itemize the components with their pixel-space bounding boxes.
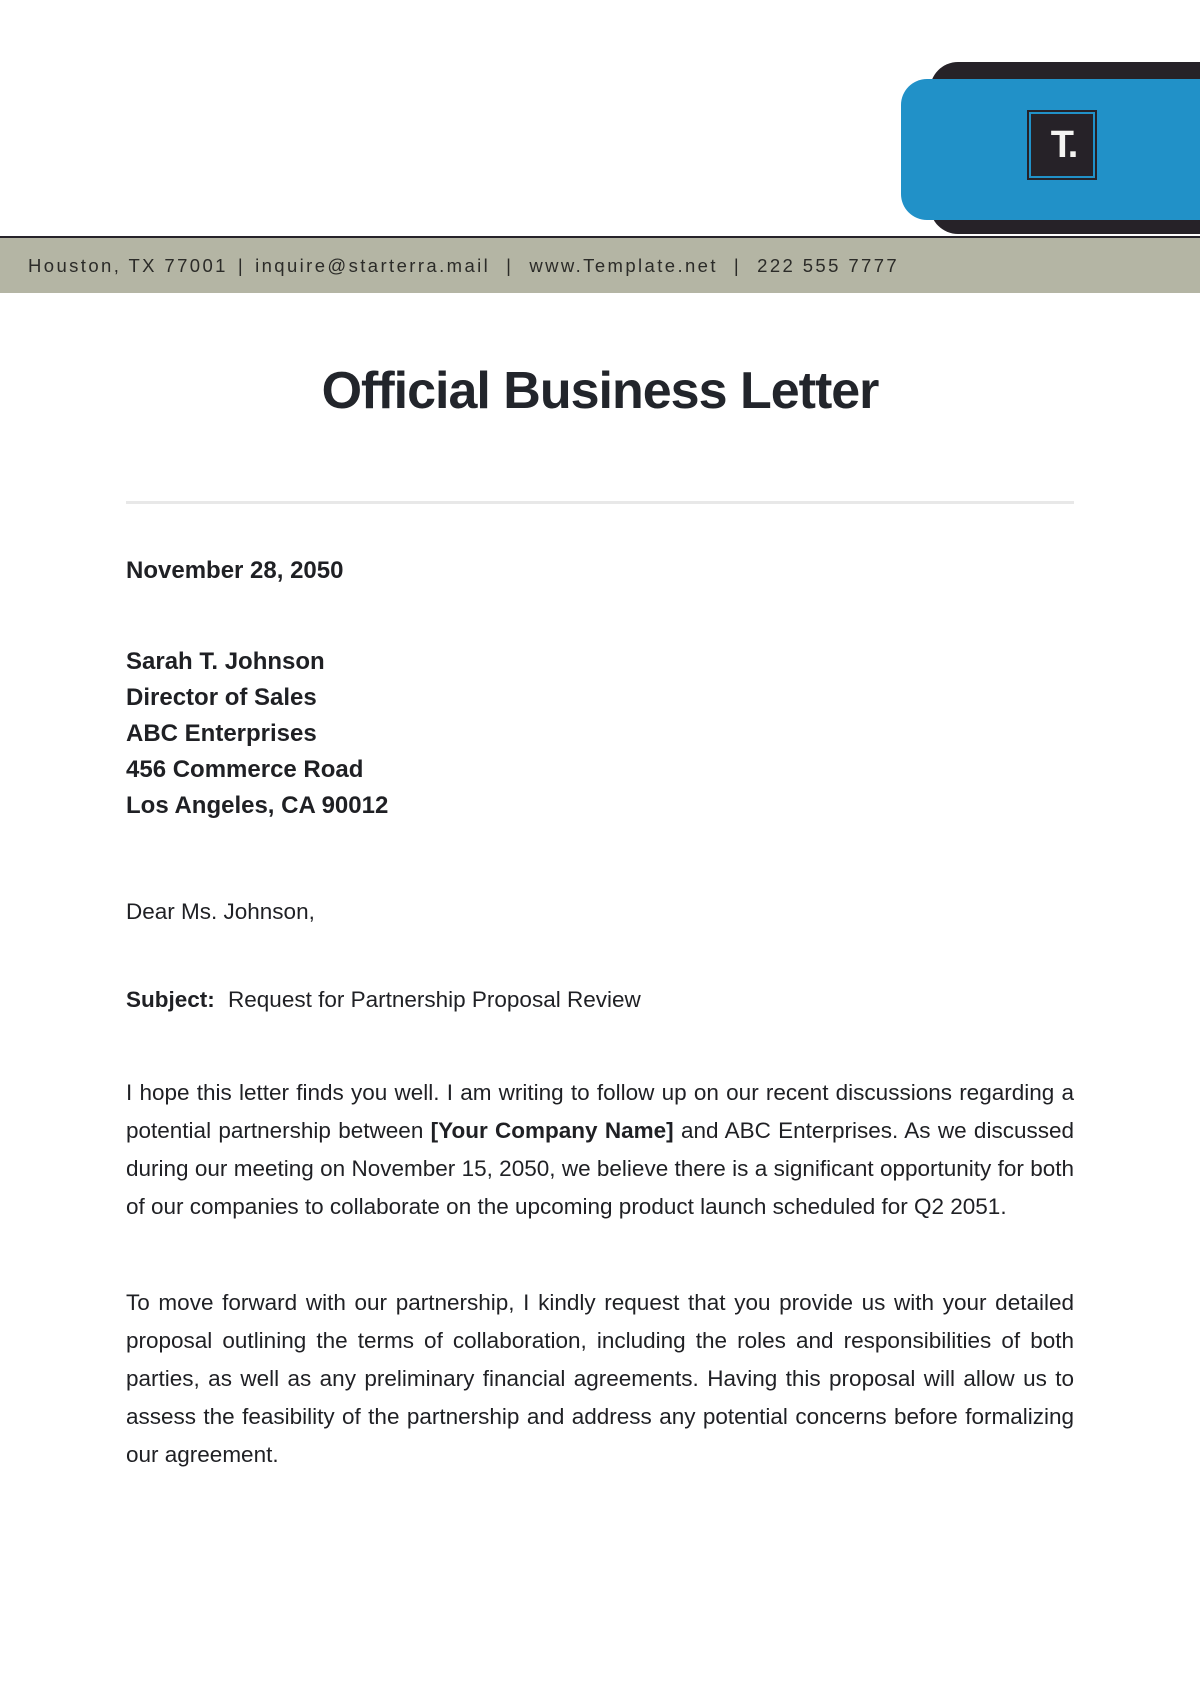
contact-banner: [0, 236, 1200, 293]
subject-text: Request for Partnership Proposal Review: [228, 987, 641, 1012]
letterhead: [0, 124, 1200, 293]
contact-email: inquire@starterra.mail: [255, 254, 491, 276]
page-title: Official Business Letter: [321, 362, 879, 420]
contact-address: Houston, TX 77001: [28, 254, 228, 276]
brand-logo: [901, 79, 1200, 220]
contact-phone: 222 555 7777: [757, 254, 900, 276]
contact-website: www.Template.net: [529, 254, 718, 276]
recipient-street: 456 Commerce Road: [126, 756, 364, 783]
recipient-block: [126, 644, 1074, 824]
paragraph-1: [126, 1074, 1074, 1226]
logo-monogram-icon: [1029, 112, 1095, 178]
separator: |: [237, 254, 246, 276]
paragraph-1-text-before: I hope this letter finds you well. I am writing to follow up on our recent discussions regarding a potential partnership between: [126, 1080, 1074, 1143]
separator: |: [733, 254, 742, 276]
recipient-city: Los Angeles, CA 90012: [126, 792, 389, 819]
company-name-placeholder: [Your Company Name]: [430, 1118, 674, 1143]
subject-label: Subject:: [126, 987, 215, 1012]
recipient-job-title: Director of Sales: [126, 684, 317, 711]
salutation: Dear Ms. Johnson,: [126, 899, 315, 924]
paragraph-2: To move forward with our partnership, I kindly request that you provide us with your detailed proposal outlining the terms of collaboration, including the roles and responsibilities of both parties, as well as any preliminary financial agreements. Having this proposal will allow us to assess the feasibility of the partnership and address any potential concerns before formalizing our agreement.: [126, 1290, 1074, 1467]
paragraph-1-text-after: and ABC Enterprises. As we discussed during our meeting on November 15, 2050, we believe there is a significant opportunity for both of our companies to collaborate on the upcoming product launch scheduled for Q2 2051.: [126, 1118, 1074, 1219]
letter-date: November 28, 2050: [126, 557, 344, 584]
subject-line: [126, 984, 1074, 1016]
recipient-name: Sarah T. Johnson: [126, 648, 325, 675]
letter-body: [126, 361, 1074, 1474]
logo-monogram-text: T.: [1050, 124, 1077, 166]
separator: |: [506, 254, 514, 276]
title-divider: [126, 501, 1074, 504]
recipient-company: ABC Enterprises: [126, 720, 317, 747]
